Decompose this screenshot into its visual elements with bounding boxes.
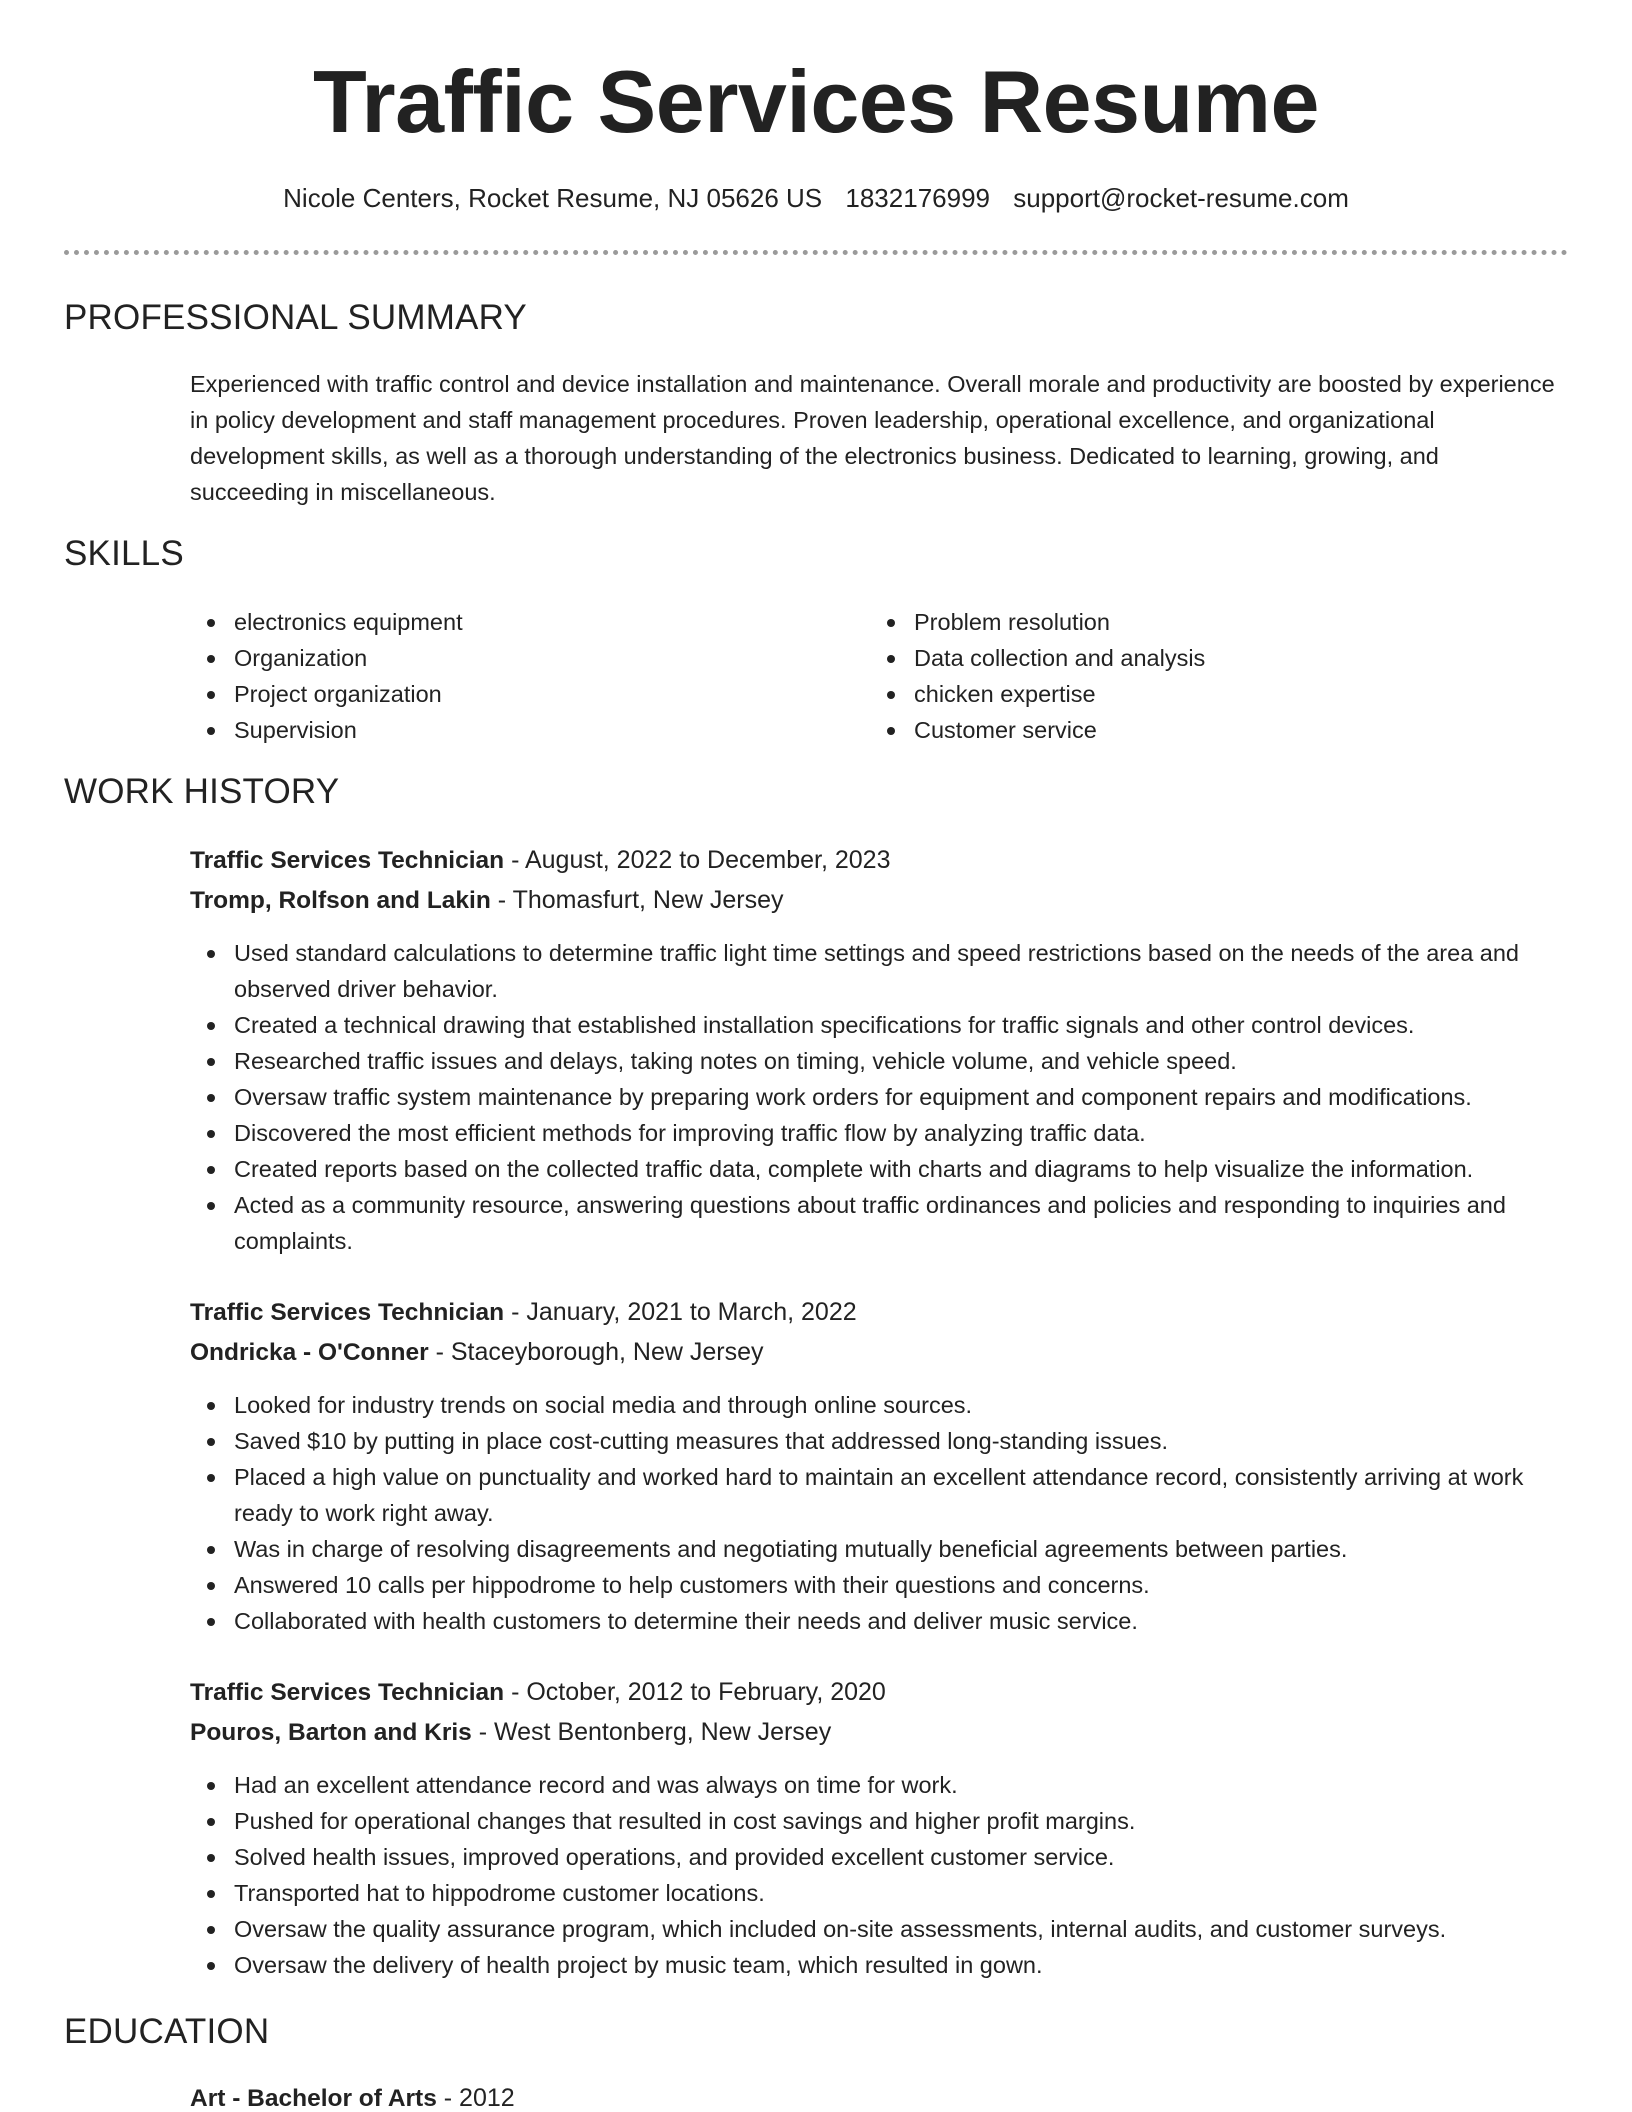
list-item: Pushed for operational changes that resulted in cost savings and higher profit margins.: [190, 1803, 1570, 1839]
education-degree: Art - Bachelor of Arts: [190, 2085, 437, 2112]
list-item: Oversaw the quality assurance program, which included on-site assessments, internal audits, and customer surveys.: [190, 1911, 1570, 1947]
job-3-bullets: [190, 1767, 1570, 1983]
skill-item: Problem resolution: [870, 604, 1530, 640]
list-item: Used standard calculations to determine traffic light time settings and speed restrictions based on the needs of the area and observed driver behavior.: [190, 935, 1570, 1007]
company-name: Tromp, Rolfson and Lakin: [190, 887, 491, 914]
company-name: Pouros, Barton and Kris: [190, 1719, 472, 1746]
contact-phone: 1832176999: [845, 183, 990, 213]
contact-email: support@rocket-resume.com: [1013, 183, 1349, 213]
contact-line: [0, 180, 1632, 216]
list-item: Saved $10 by putting in place cost-cutting measures that addressed long-standing issues.: [190, 1423, 1570, 1459]
list-item: Solved health issues, improved operations, and provided excellent customer service.: [190, 1839, 1570, 1875]
list-item: Created reports based on the collected traffic data, complete with charts and diagrams to help visualize the information.: [190, 1151, 1570, 1187]
list-item: Oversaw traffic system maintenance by preparing work orders for equipment and component repairs and modifications.: [190, 1079, 1570, 1115]
skill-item: Supervision: [190, 712, 850, 748]
list-item: Discovered the most efficient methods for improving traffic flow by analyzing traffic data.: [190, 1115, 1570, 1151]
job-3-title-line: [190, 1674, 886, 1711]
job-3-company-line: [190, 1714, 831, 1751]
company-name: Ondricka - O'Conner: [190, 1339, 429, 1366]
work-heading: WORK HISTORY: [64, 772, 340, 811]
job-dates: - August, 2022 to December, 2023: [504, 846, 891, 874]
company-location: - Thomasfurt, New Jersey: [490, 886, 784, 914]
job-dates: - October, 2012 to February, 2020: [504, 1678, 886, 1706]
summary-heading: PROFESSIONAL SUMMARY: [64, 298, 527, 337]
job-1-company-line: [190, 882, 784, 919]
education-heading: EDUCATION: [64, 2012, 270, 2051]
contact-address: Nicole Centers, Rocket Resume, NJ 05626 US: [283, 183, 823, 213]
job-2-title-line: [190, 1294, 857, 1331]
job-2-company-line: [190, 1334, 764, 1371]
list-item: Collaborated with health customers to determine their needs and deliver music service.: [190, 1603, 1570, 1639]
skills-heading: SKILLS: [64, 534, 184, 573]
list-item: Placed a high value on punctuality and worked hard to maintain an excellent attendance record, consistently arriving at work ready to work right away.: [190, 1459, 1570, 1531]
job-dates: - January, 2021 to March, 2022: [504, 1298, 857, 1326]
header-divider: [64, 250, 1568, 255]
list-item: Answered 10 calls per hippodrome to help customers with their questions and concerns.: [190, 1567, 1570, 1603]
company-location: - West Bentonberg, New Jersey: [471, 1718, 832, 1746]
skill-item: Organization: [190, 640, 850, 676]
resume-title: Traffic Services Resume: [313, 52, 1319, 151]
list-item: Researched traffic issues and delays, taking notes on timing, vehicle volume, and vehicle speed.: [190, 1043, 1570, 1079]
skill-item: Project organization: [190, 676, 850, 712]
list-item: Created a technical drawing that established installation specifications for traffic signals and other control devices.: [190, 1007, 1570, 1043]
skills-list-right: [870, 604, 1530, 748]
job-title: Traffic Services Technician: [190, 1299, 505, 1326]
job-2-bullets: [190, 1387, 1570, 1639]
education-year: - 2012: [436, 2084, 515, 2112]
list-item: Acted as a community resource, answering questions about traffic ordinances and policies and responding to inquiries and complaints.: [190, 1187, 1570, 1259]
list-item: Had an excellent attendance record and was always on time for work.: [190, 1767, 1570, 1803]
skill-item: Customer service: [870, 712, 1530, 748]
education-line: [190, 2080, 515, 2112]
job-1-title-line: [190, 842, 891, 879]
skills-list-left: [190, 604, 850, 748]
job-1-bullets: [190, 935, 1570, 1259]
list-item: Oversaw the delivery of health project by music team, which resulted in gown.: [190, 1947, 1570, 1983]
skill-item: Data collection and analysis: [870, 640, 1530, 676]
summary-text: Experienced with traffic control and device installation and maintenance. Overall morale and productivity are boosted by experience in policy development and staff management procedures. Proven leadership, operational excellence, and organizational development skills, as well as a thorough understanding of the electronics business. Dedicated to learning, growing, and succeeding in miscellaneous.: [190, 371, 1555, 505]
list-item: Was in charge of resolving disagreements and negotiating mutually beneficial agreements between parties.: [190, 1531, 1570, 1567]
skill-item: chicken expertise: [870, 676, 1530, 712]
list-item: Looked for industry trends on social media and through online sources.: [190, 1387, 1570, 1423]
skill-item: electronics equipment: [190, 604, 850, 640]
list-item: Transported hat to hippodrome customer locations.: [190, 1875, 1570, 1911]
job-title: Traffic Services Technician: [190, 847, 505, 874]
job-title: Traffic Services Technician: [190, 1679, 505, 1706]
company-location: - Staceyborough, New Jersey: [428, 1338, 764, 1366]
